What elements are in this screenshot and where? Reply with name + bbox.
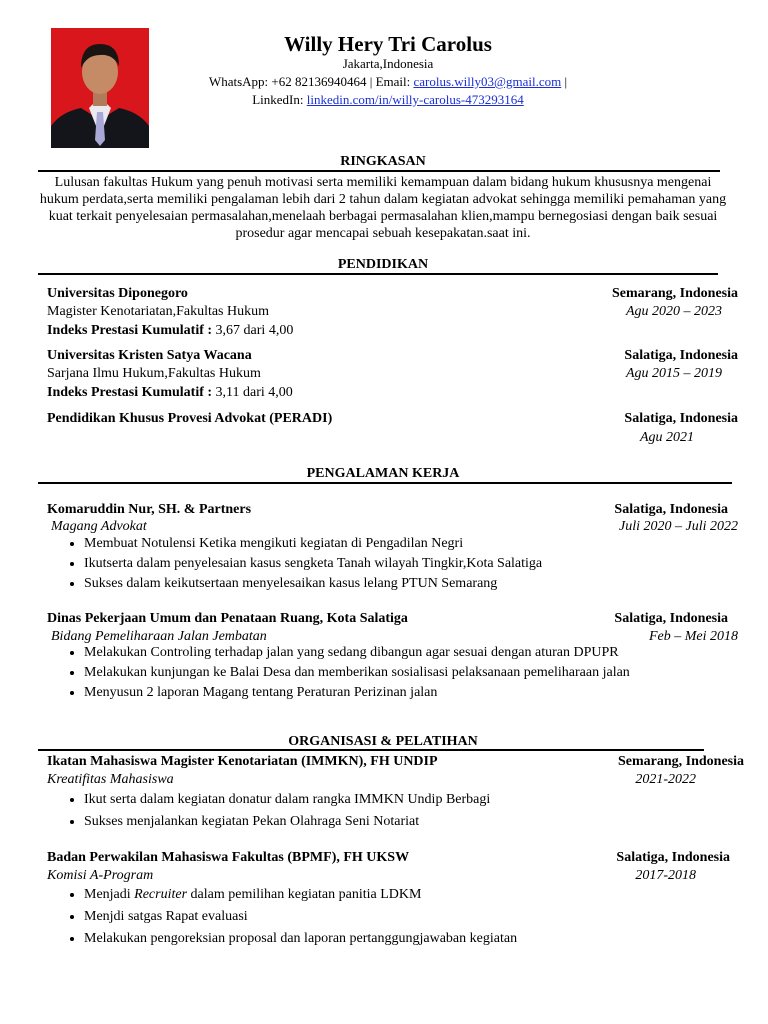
linkedin-line [180, 91, 596, 109]
list-item: • Melakukan pengoreksian proposal dan laporan pertanggungjawaban kegiatan [84, 928, 517, 950]
org-name: Komaruddin Nur, SH. & Partners [47, 502, 252, 517]
list-item: • Ikut serta dalam kegiatan donatur dalam rangka IMMKN Undip Berbagi [84, 789, 490, 811]
org-location: Salatiga, Indonesia [616, 850, 730, 865]
role: Kreatifitas Mahasiswa [47, 772, 174, 787]
education-detail [47, 303, 738, 321]
school-name: Universitas Diponegoro [47, 286, 188, 301]
list-item: • Membuat Notulensi Ketika mengikuti kegiatan di Pengadilan Negri [84, 534, 542, 554]
school-location: Salatiga, Indonesia [624, 411, 738, 426]
list-item: • Melakukan Controling terhadap jalan yang sedang dibangun agar sesuai dengan aturan DPUPR [84, 643, 630, 663]
education-divider [38, 273, 718, 275]
education-title: PENDIDIKAN [337, 257, 429, 272]
org-name: Ikatan Mahasiswa Magister Kenotariatan (IMMKN), FH UNDIP [47, 754, 438, 769]
bullet-text: dalam pemilihan kegiatan panitia LDKM [187, 887, 422, 902]
linkedin-label: LinkedIn: [252, 92, 307, 107]
org-name: Dinas Pekerjaan Umum dan Penataan Ruang, Kota Salatiga [47, 611, 408, 626]
contact-line [180, 73, 596, 91]
org-location: Salatiga, Indonesia [614, 502, 728, 517]
candidate-name: Willy Hery Tri Carolus [284, 32, 492, 56]
school-location: Salatiga, Indonesia [624, 348, 738, 363]
list-item: • Sukses dalam keikutsertaan menyelesaikan kasus lelang PTUN Semarang [84, 574, 542, 594]
linkedin-link[interactable]: linkedin.com/in/willy-carolus-473293164 [306, 92, 524, 107]
list-item: • Menyusun 2 laporan Magang tentang Peraturan Perizinan jalan [84, 683, 630, 703]
education-date: Agu 2015 – 2019 [625, 366, 722, 381]
experience-date: Feb – Mei 2018 [648, 629, 738, 644]
location: Jakarta,Indonesia [342, 56, 434, 71]
list-item: • Melakukan kunjungan ke Balai Desa dan memberikan sosialisasi pelaksanaan pemeliharaan jalan [84, 663, 630, 683]
degree: Sarjana Ilmu Hukum,Fakultas Hukum [47, 366, 261, 381]
organization-role [47, 771, 738, 789]
education-date: Agu 2021 [639, 430, 694, 445]
bullet-text: Menjadi [84, 887, 135, 902]
organization-entry [47, 849, 730, 867]
bullet-emphasis: Recruiter [134, 887, 188, 902]
ipk-value: 3,11 dari 4,00 [212, 385, 293, 400]
list-item: • Ikutserta dalam penyelesaian kasus sengketa Tanah wilayah Tingkir,Kota Salatiga [84, 554, 542, 574]
ipk-line [47, 322, 738, 340]
experience-date: Juli 2020 – Juli 2022 [619, 519, 738, 534]
school-location: Semarang, Indonesia [611, 286, 738, 301]
education-detail [47, 365, 738, 383]
profile-photo [51, 28, 149, 148]
summary-text: Lulusan fakultas Hukum yang penuh motivasi serta memiliki kemampuan dalam bidang hukum khususnya mengenai hukum perdata,serta memiliki pengalaman lebih dari 2 tahun dalam kegiatan advokat sehingga memiliki pemahaman yang kuat terkait penyelesaian permasalahan,menelaah berbagai permasalahan klien,mampu bernegosiasi dengan baik sesuai prosedur agar mencapai sebuah kesepakatan.saat ini. [39, 175, 727, 241]
role: Komisi A-Program [47, 868, 154, 883]
summary-title: RINGKASAN [340, 154, 426, 169]
organization-date: 2021-2022 [635, 772, 696, 787]
education-entry [47, 285, 738, 303]
organization-role [47, 867, 738, 885]
org-name: Badan Perwakilan Mahasiswa Fakultas (BPMF), FH UKSW [47, 850, 410, 865]
experience-divider [38, 482, 732, 484]
ipk-line [47, 384, 738, 402]
ipk-label: Indeks Prestasi Kumulatif : [47, 323, 213, 338]
experience-entry [47, 501, 728, 519]
organization-bullets [60, 789, 490, 833]
role: Bidang Pemeliharaan Jalan Jembatan [51, 629, 267, 644]
organization-title: ORGANISASI & PELATIHAN [288, 734, 478, 749]
degree: Magister Kenotariatan,Fakultas Hukum [47, 304, 270, 319]
education-date: Agu 2020 – 2023 [625, 304, 722, 319]
email-link[interactable]: carolus.willy03@gmail.com [413, 74, 562, 89]
list-item: • Menjdi satgas Rapat evaluasi [84, 906, 517, 928]
role: Magang Advokat [51, 519, 147, 534]
organization-date: 2017-2018 [635, 868, 696, 883]
summary-divider [38, 170, 720, 172]
organization-divider [38, 749, 704, 751]
org-location: Semarang, Indonesia [617, 754, 744, 769]
organization-entry [47, 753, 744, 771]
education-entry [47, 347, 738, 365]
experience-bullets [60, 643, 630, 703]
org-location: Salatiga, Indonesia [614, 611, 728, 626]
ipk-label: Indeks Prestasi Kumulatif : [47, 385, 213, 400]
education-entry [47, 410, 738, 428]
experience-title: PENGALAMAN KERJA [306, 466, 460, 481]
list-item: • Sukses menjalankan kegiatan Pekan Olahraga Seni Notariat [84, 811, 490, 833]
list-item [84, 884, 517, 906]
experience-entry [47, 610, 728, 628]
email-suffix: | [561, 74, 568, 89]
experience-bullets [60, 534, 542, 594]
school-name: Pendidikan Khusus Provesi Advokat (PERADI) [47, 411, 333, 426]
organization-bullets [60, 884, 517, 950]
whatsapp-text: WhatsApp: +62 82136940464 | Email: [208, 74, 414, 89]
school-name: Universitas Kristen Satya Wacana [47, 348, 252, 363]
ipk-value: 3,67 dari 4,00 [212, 323, 294, 338]
